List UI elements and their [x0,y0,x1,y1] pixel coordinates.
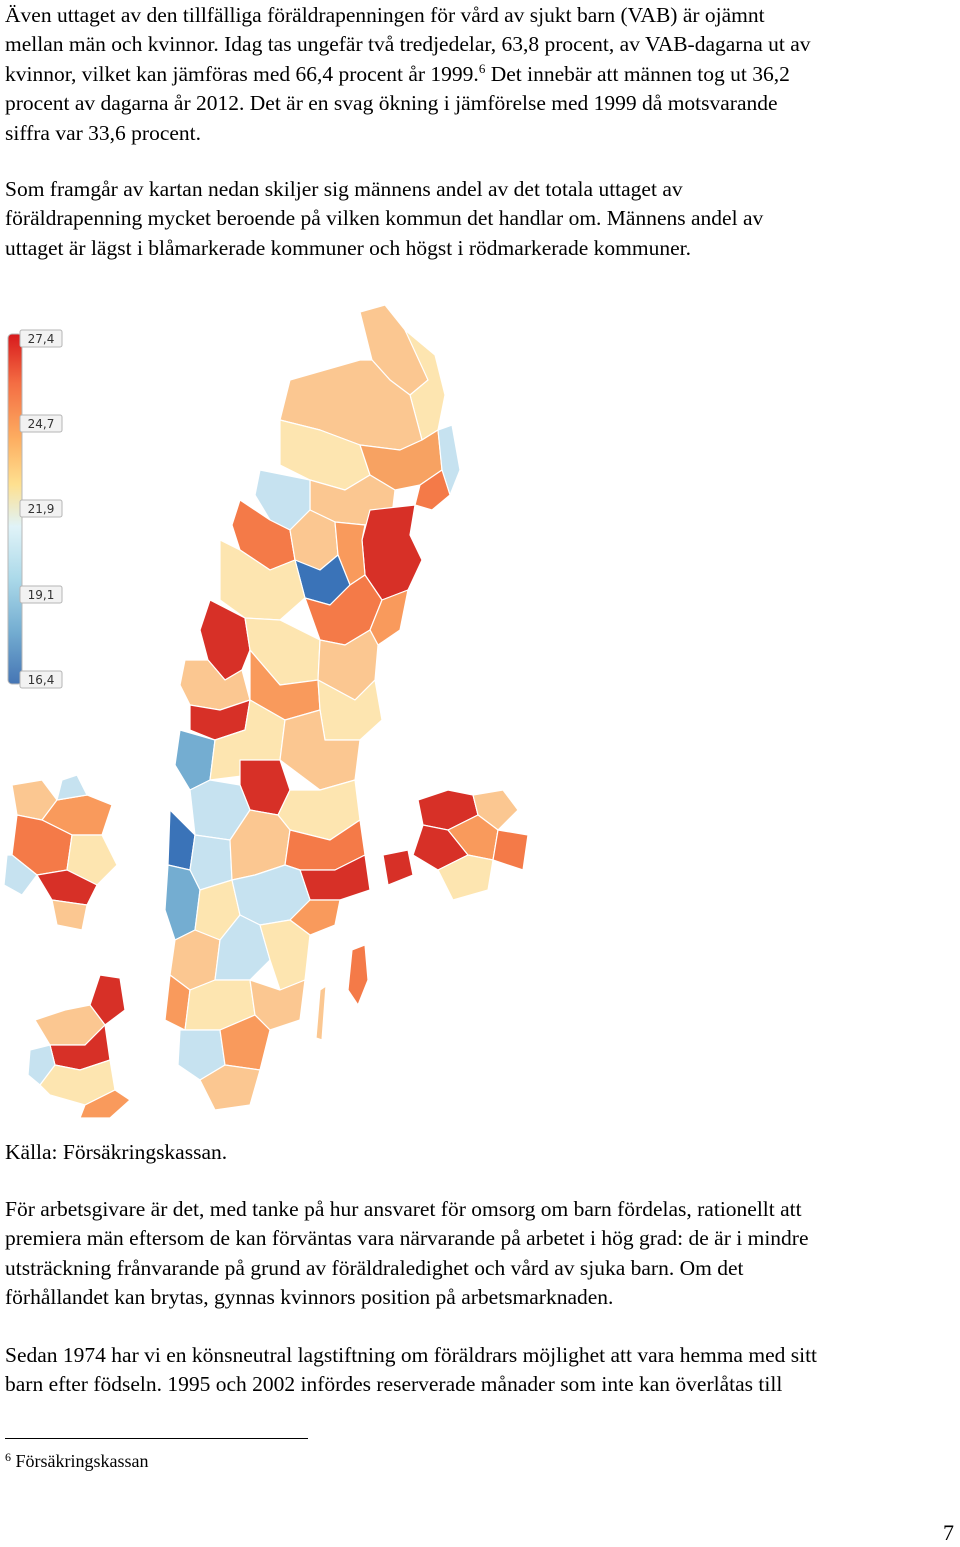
text-line-with-footnote [5,60,960,89]
inset-west-region [57,775,87,800]
inset-map-west-coast [2,775,142,935]
map-source: Källa: Försäkringskassan. [5,1140,228,1164]
text-line: barn efter födseln. 1995 och 2002 infördes reserverade månader som inte kan överlåtas till [5,1372,783,1397]
text-line: föräldrapenning mycket beroende på vilken kommun det handlar om. Männens andel av [5,206,764,231]
text-line: premiera män eftersom de kan förväntas vara närvarande på arbetet i hög grad: de är i mindre [5,1226,809,1251]
region-gotland [348,945,368,1005]
inset-map-skane [25,970,145,1120]
inset-west-region [52,900,87,930]
text-fragment: kvinnor, vilket kan jämföras med 66,4 procent år 1999. [5,61,479,86]
paragraph-map-intro [5,175,960,263]
text-line: mellan män och kvinnor. Idag tas ungefär två tredjedelar, 63,8 procent, av VAB-dagarna ut av [5,32,811,57]
legend-tick-16-4 [20,671,62,688]
footnote-number: 6 [5,1450,11,1464]
footnote-text: Försäkringskassan [11,1451,149,1471]
legend-tick-19-1 [20,586,62,603]
inset-east-region [383,850,413,885]
legend-label: 24,7 [27,417,55,431]
paragraph-employers [5,1195,960,1313]
page-number: 7 [943,1520,954,1545]
footnote-separator [5,1438,308,1439]
legend-label: 21,9 [27,502,55,516]
text-line: Som framgår av kartan nedan skiljer sig männens andel av det totala uttaget av [5,177,683,201]
text-line: siffra var 33,6 procent. [5,120,202,145]
legend-tick-21-9 [20,500,62,517]
legend-label: 16,4 [27,673,55,687]
inset-east-region [493,830,528,870]
legend-label: 27,4 [27,332,55,346]
sweden-municipality-map [160,300,550,1120]
inset-map-stockholm [378,760,538,910]
text-line: Sedan 1974 har vi en könsneutral lagstiftning om föräldrars möjlighet att vara hemma med sitt [5,1343,818,1367]
legend-tick-24-7 [20,415,62,432]
paragraph-legislation [5,1341,960,1400]
text-line: utsträckning frånvarande på grund av föräldraledighet och vård av sjuka barn. Om det [5,1255,744,1280]
text-fragment: Det innebär att männen tog ut 36,2 [485,61,790,86]
legend-label: 19,1 [27,588,55,602]
paragraph-vab [5,1,960,148]
footnote-reference[interactable]: 6 [478,60,486,76]
region-oland [316,986,326,1040]
footnote [5,1450,149,1472]
text-line: uttaget är lägst i blåmarkerade kommuner och högst i rödmarkerade kommuner. [5,235,691,260]
text-line: procent av dagarna år 2012. Det är en svag ökning i jämförelse med 1999 då motsvarande [5,91,778,116]
text-line: Även uttaget av den tillfälliga föräldrapenningen för vård av sjukt barn (VAB) är ojämnt [5,3,765,27]
map-legend [4,326,64,692]
text-line: För arbetsgivare är det, med tanke på hur ansvaret för omsorg om barn fördelas, rationellt att [5,1197,802,1221]
text-line: förhållandet kan brytas, gynnas kvinnors position på arbetsmarknaden. [5,1285,614,1310]
legend-tick-27-4 [20,330,62,347]
